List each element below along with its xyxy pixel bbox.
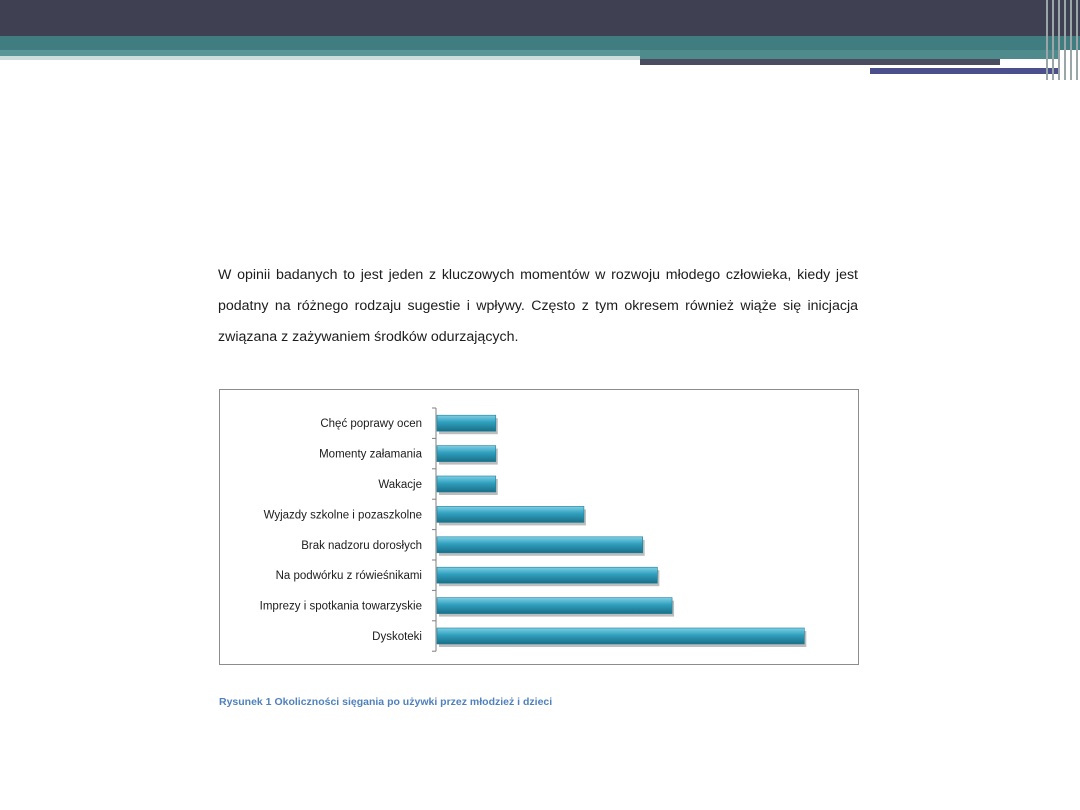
header-band-teal [0,36,1080,50]
header-band-shadow [0,56,640,60]
bar [437,598,672,614]
bar [437,537,643,553]
category-label: Na podwórku z rówieśnikami [275,570,422,583]
category-label: Imprezy i spotkania towarzyskie [259,600,422,613]
bar [437,506,584,522]
bar [437,446,496,462]
figure-caption: Rysunek 1 Okoliczności sięgania po używki przez młodzież i dzieci [219,696,553,708]
bar [437,476,496,492]
category-label: Dyskoteki [372,631,422,643]
bar [437,628,804,644]
category-label: Wakacje [378,479,422,491]
category-label: Wyjazdy szkolne i pozaszkolne [263,509,422,522]
bar-chart [219,389,859,665]
header-stripes [1042,0,1080,80]
category-label: Chęć poprawy ocen [320,418,422,431]
header-band-grey [640,59,1000,65]
paragraph-text: W opinii badanych to jest jeden z kluczowych momentów w rozwoju młodego człowieka, kiedy jest podatny na różnego rodzaju sugestie i wpływy. Często z tym okresem również wiąże się inicjacja związana z zażywaniem środków odurzających. [218,267,858,345]
bar [437,415,496,431]
body-paragraph [218,260,858,353]
bar [437,567,657,583]
header-band-indigo [870,68,1060,74]
chart-svg [220,390,858,664]
category-label: Momenty załamania [319,448,422,461]
header-band-dark [0,0,1080,36]
header-band-teal-right [640,50,1060,59]
category-label: Brak nadzoru dorosłych [301,539,422,552]
